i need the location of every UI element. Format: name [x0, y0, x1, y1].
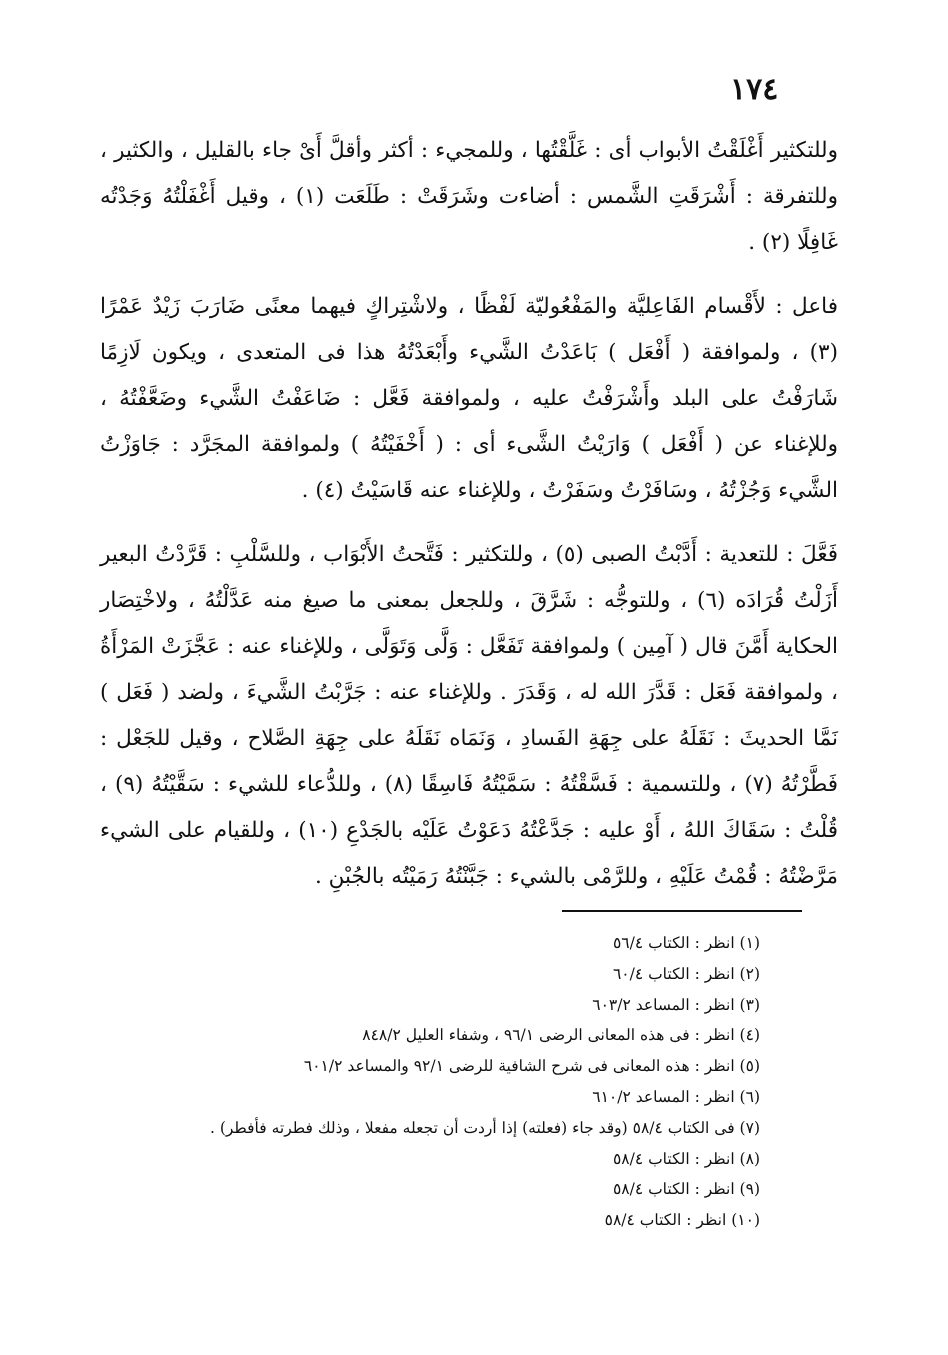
paragraph-3: فَعَّلَ : للتعدية : أَدَّبْتُ الصبى (٥) ، وللتكثير : فَتَّحتُ الأَبْوَاب ، وللسَّلْبِ : قَرَّدْتُ البعير أَزَلْتُ قُرَادَه (٦) ، وللتوجُّه : شَرَّقَ ، وللجعل بمعنى ما صيغ منه عَدَّلْتُهُ ، ولاخْتِصَار الحكاية أَمَّنَ قال ( آمِين ) ولموافقة تَفَعَّل : وَلَّى وَتَوَلَّى ، وللإغناء عنه : عَجَّزَتْ المَرْأَةُ ، ولموافقة فَعَل : قَدَّرَ الله له ، وَقَدَرَ . وللإغناء عنه : جَرَّبْتُ الشَّيءَ ، ولضد ( فَعَل ) نَمَّا الحديثَ : نَقَلَهُ على جِهَةِ الفَسادِ ، وَنَمَاه نَقَلَهُ على جِهَةِ الصَّلاح ، وقيل للجَعْل : فَطَّرْتُهُ (٧) ، وللتسمية : فَسَّقْتُهُ : سَمَّيْتُهُ فَاسِقًا (٨) ، وللدُّعاء للشيء : سَقَّيْتُهُ (٩) ، قُلْتُ : سَقَاكَ اللهُ ، أَوْ عليه : جَدَّعْتُهُ دَعَوْتُ عَلَيْه بالجَدْعِ (١٠) ، وللقيام على الشيء مَرَّضْتُهُ : قُمْتُ عَلَيْهِ ، وللرَّمْى بالشيء : جَبَّنْتُهُ رَمَيْتُه بالجُبْنِ .: [100, 542, 839, 889]
footnote-8: (٨) انظر : الكتاب ٥٨/٤: [612, 1149, 760, 1168]
main-text: [100, 128, 838, 918]
paragraph-2: فاعل : لأَقْسام الفَاعِليَّة والمَفْعُوليّة لَفْظًا ، ولاشْتِراكٍ فيهما معنًى ضَارَبَ زَيْدٌ عَمْرًا (٣) ، ولموافقة ( أَفْعَل ) بَاعَدْتُ الشَّيء وأَبْعَدْتُهُ هذا فى المتعدى ، ويكون لَازِمًا شَارَفْتُ على البلد وأَشْرَفْتُ عليه ، ولموافقة فَعَّل : ضَاعَفْتُ الشَّيء وضَعَّفْتُهُ ، وللإغناء عن ( أَفْعَل ) وَارَيْتُ الشَّىء أى : ( أَخْفَيْتُهُ ) ولموافقة المجَرَّد : جَاوَزْتُ الشَّيء وَجُزْتُهُ ، وسَافَرْتُ وسَفَرْتُ ، وللإغناء عنه قَاسَيْتُ (٤) .: [100, 294, 838, 503]
footnote-10: (١٠) انظر : الكتاب ٥٨/٤: [604, 1211, 760, 1230]
page-number: ١٧٤: [730, 72, 779, 107]
footnote-9: (٩) انظر : الكتاب ٥٨/٤: [612, 1180, 760, 1199]
footnote-separator: [562, 910, 802, 912]
paragraph-1: وللتكثير أَغْلَقْتُ الأبواب أى : غَلَّقْتُها ، وللمجيء : أكثر وأقلَّ أَىْ جاء بالقليل ، والكثير ، وللتفرقة : أَشْرَقَتِ الشَّمس : أضاءت وشَرَقَتْ : طَلَعَت (١) ، وقيل أَغْفَلْتُهُ وَجَدْتُه غَافِلًا (٢) .: [100, 138, 838, 255]
footnote-2: (٢) انظر : الكتاب ٦٠/٤: [612, 964, 760, 983]
footnote-7: (٧) فى الكتاب ٥٨/٤ (وقد جاء (فعلته) إذا أردت أن تجعله مفعلا ، وذلك فطرته فأفطر) .: [209, 1118, 760, 1137]
footnote-3: (٣) انظر : المساعد ٦٠٣/٢: [592, 995, 760, 1014]
footnote-4: (٤) انظر : فى هذه المعانى الرضى ٩٦/١ ، وشفاء العليل ٨٤٨/٢: [362, 1026, 760, 1045]
footnote-6: (٦) انظر : المساعد ٦١٠/٢: [592, 1087, 760, 1106]
footnote-5: (٥) انظر : هذه المعانى فى شرح الشافية للرضى ٩٢/١ والمساعد ٦٠١/٢: [303, 1057, 760, 1076]
footnotes-list: [80, 928, 760, 1236]
footnote-1: (١) انظر : الكتاب ٥٦/٤: [612, 934, 760, 952]
